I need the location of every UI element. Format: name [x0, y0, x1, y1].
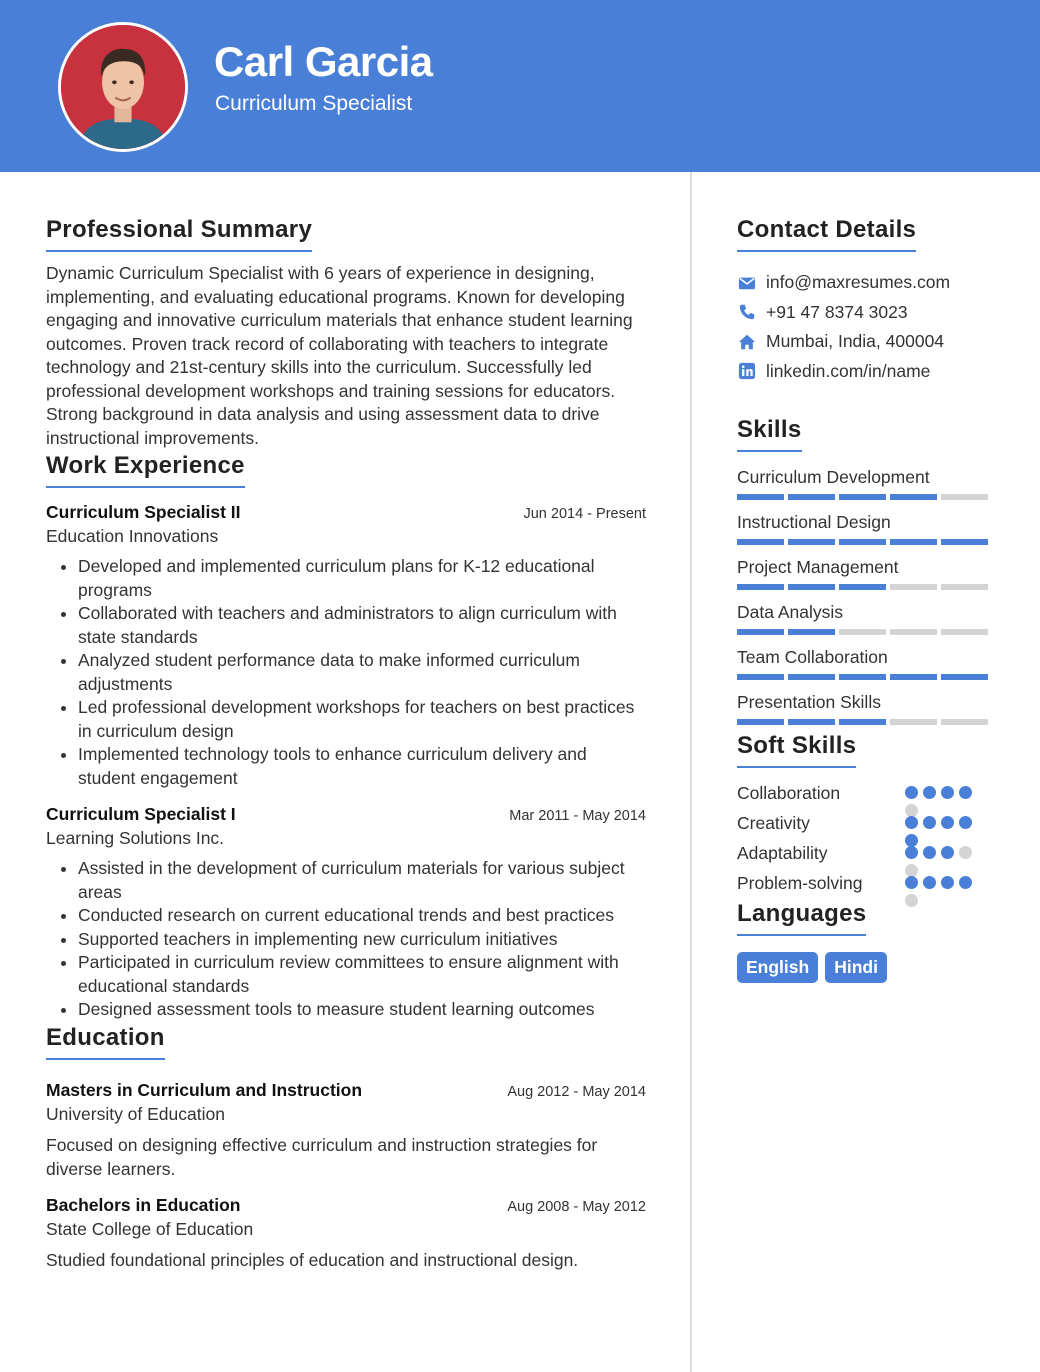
skill-name: Presentation Skills: [737, 692, 881, 712]
skill-level-segment: [839, 629, 886, 635]
header-banner: [0, 0, 1040, 172]
language-badge: Hindi: [825, 952, 887, 983]
skill-item: [737, 557, 997, 590]
job-date: Jun 2014 - Present: [523, 506, 646, 522]
list-item: • Designed assessment tools to measure student learning outcomes: [78, 998, 646, 1022]
list-item: • Participated in curriculum review committees to ensure alignment with educational standards: [78, 951, 646, 998]
skill-level-bar: [737, 494, 997, 500]
education-entry: [46, 1195, 646, 1272]
column-divider: [690, 172, 692, 1372]
skill-level-segment: [839, 674, 886, 680]
experience-heading: Work Experience: [46, 452, 245, 488]
address-text: Mumbai, India, 400004: [766, 331, 945, 352]
soft-skills-heading: Soft Skills: [737, 732, 856, 768]
skill-level-segment: [839, 584, 886, 590]
linkedin-text: linkedin.com/in/name: [766, 360, 931, 381]
rating-dot: [905, 816, 918, 829]
soft-skill-item: [737, 868, 997, 898]
degree-title: Bachelors in Education: [46, 1194, 241, 1215]
skill-level-segment: [839, 494, 886, 500]
skill-level-segment: [941, 719, 988, 725]
soft-skill-name: Creativity: [737, 812, 810, 833]
job-entry: [46, 804, 646, 1022]
job-title: Curriculum Specialist II: [46, 502, 241, 522]
rating-dot: [941, 876, 954, 889]
skill-level-segment: [890, 674, 937, 680]
rating-dot: [905, 786, 918, 799]
avatar: [58, 22, 188, 152]
skill-level-segment: [788, 539, 835, 545]
rating-dot: [941, 786, 954, 799]
rating-dot: [941, 846, 954, 859]
skill-level-segment: [839, 719, 886, 725]
avatar-photo: [61, 25, 185, 149]
skill-level-segment: [941, 584, 988, 590]
skill-item: [737, 602, 997, 635]
main-column: [46, 172, 646, 1272]
list-item: • Implemented technology tools to enhance curriculum delivery and student engagement: [78, 743, 646, 790]
skill-level-segment: [890, 539, 937, 545]
skill-item: [737, 467, 997, 500]
home-icon: [737, 332, 757, 352]
phone-text: +91 47 8374 3023: [766, 301, 908, 322]
job-date: Mar 2011 - May 2014: [509, 808, 646, 824]
skill-level-bar: [737, 674, 997, 680]
skill-level-segment: [890, 584, 937, 590]
skill-level-bar: [737, 539, 997, 545]
soft-skills-list: [737, 778, 997, 898]
soft-skill-name: Adaptability: [737, 842, 828, 863]
skill-level-bar: [737, 719, 997, 725]
job-bullets: [46, 857, 646, 1022]
education-heading: Education: [46, 1024, 165, 1060]
skill-level-segment: [890, 494, 937, 500]
skill-level-segment: [941, 494, 988, 500]
skill-level-segment: [941, 539, 988, 545]
candidate-name: Carl Garcia: [214, 38, 433, 85]
skill-name: Project Management: [737, 557, 899, 577]
rating-dot: [923, 786, 936, 799]
skill-level-segment: [737, 539, 784, 545]
summary-heading: Professional Summary: [46, 216, 312, 252]
sidebar-column: [737, 172, 997, 983]
skills-list: [737, 467, 997, 725]
rating-dot: [923, 876, 936, 889]
rating-dot: [923, 846, 936, 859]
list-item: • Analyzed student performance data to make informed curriculum adjustments: [78, 649, 646, 696]
skill-item: [737, 692, 997, 725]
rating-dot: [905, 846, 918, 859]
education-description: Focused on designing effective curriculum and instruction strategies for diverse learners.: [46, 1134, 598, 1179]
education-date: Aug 2008 - May 2012: [507, 1198, 646, 1215]
skill-item: [737, 512, 997, 545]
skill-level-segment: [788, 629, 835, 635]
skill-name: Data Analysis: [737, 602, 844, 622]
skill-level-bar: [737, 584, 997, 590]
skill-level-segment: [890, 719, 937, 725]
rating-dot: [941, 816, 954, 829]
education-description: Studied foundational principles of education and instructional design.: [46, 1249, 579, 1270]
contact-heading: Contact Details: [737, 216, 916, 252]
skill-level-segment: [788, 584, 835, 590]
school-name: University of Education: [46, 1103, 225, 1124]
job-bullets: [46, 555, 646, 790]
summary-text: Dynamic Curriculum Specialist with 6 years of experience in designing, implementing, and evaluating educational programs. Known for developing engaging and innovative curriculum materials that enhance student learning outcomes. Proven track record of collaborating with teachers to integrate technology and 21st-century skills into the curriculum. Successfully led professional development workshops and training sessions for educators. Strong background in data analysis and using assessment data to drive instructional improvements.: [46, 263, 633, 448]
language-badge: English: [737, 952, 818, 983]
contact-address: [737, 327, 997, 357]
job-company: Learning Solutions Inc.: [46, 828, 225, 848]
job-company: Education Innovations: [46, 526, 219, 546]
list-item: • Supported teachers in implementing new curriculum initiatives: [78, 928, 646, 952]
rating-dot: [905, 894, 918, 907]
skill-level-segment: [788, 674, 835, 680]
linkedin-icon: [737, 361, 757, 381]
school-name: State College of Education: [46, 1218, 254, 1239]
list-item: • Collaborated with teachers and administrators to align curriculum with state standards: [78, 602, 646, 649]
soft-skill-item: [737, 808, 997, 838]
skills-heading: Skills: [737, 416, 802, 452]
contact-phone[interactable]: [737, 298, 997, 328]
languages-heading: Languages: [737, 900, 866, 936]
list-item: • Assisted in the development of curriculum materials for various subject areas: [78, 857, 646, 904]
rating-dot: [959, 846, 972, 859]
skill-level-segment: [737, 494, 784, 500]
skill-name: Curriculum Development: [737, 467, 930, 487]
degree-title: Masters in Curriculum and Instruction: [46, 1079, 363, 1100]
skill-level-bar: [737, 629, 997, 635]
email-text: info@maxresumes.com: [766, 272, 951, 293]
list-item: • Conducted research on current educational trends and best practices: [78, 904, 646, 928]
skill-level-segment: [788, 719, 835, 725]
skill-level-segment: [839, 539, 886, 545]
soft-skill-item: [737, 778, 997, 808]
contact-email[interactable]: [737, 268, 997, 298]
skill-level-segment: [737, 674, 784, 680]
envelope-icon: [737, 273, 757, 293]
soft-skill-item: [737, 838, 997, 868]
skill-level-segment: [737, 719, 784, 725]
rating-dot: [959, 786, 972, 799]
skill-level-segment: [941, 674, 988, 680]
phone-icon: [737, 302, 757, 322]
rating-dot: [959, 876, 972, 889]
contact-linkedin[interactable]: [737, 357, 997, 387]
skill-level-segment: [890, 629, 937, 635]
languages-list: [737, 952, 997, 983]
job-entry: [46, 502, 646, 790]
contact-list: [737, 268, 997, 386]
list-item: • Led professional development workshops for teachers on best practices in curriculum design: [78, 696, 646, 743]
skill-level-segment: [737, 629, 784, 635]
soft-skill-rating: [905, 876, 985, 907]
rating-dot: [923, 816, 936, 829]
list-item: • Developed and implemented curriculum plans for K-12 educational programs: [78, 555, 646, 602]
skill-name: Instructional Design: [737, 512, 891, 532]
candidate-role: Curriculum Specialist: [215, 92, 413, 115]
soft-skill-name: Collaboration: [737, 782, 841, 803]
skill-level-segment: [788, 494, 835, 500]
skill-level-segment: [737, 584, 784, 590]
skill-level-segment: [941, 629, 988, 635]
soft-skill-name: Problem-solving: [737, 872, 863, 893]
job-title: Curriculum Specialist I: [46, 804, 236, 824]
skill-item: [737, 647, 997, 680]
education-date: Aug 2012 - May 2014: [507, 1083, 646, 1100]
education-entry: [46, 1080, 646, 1181]
rating-dot: [959, 816, 972, 829]
skill-name: Team Collaboration: [737, 647, 888, 667]
rating-dot: [905, 876, 918, 889]
